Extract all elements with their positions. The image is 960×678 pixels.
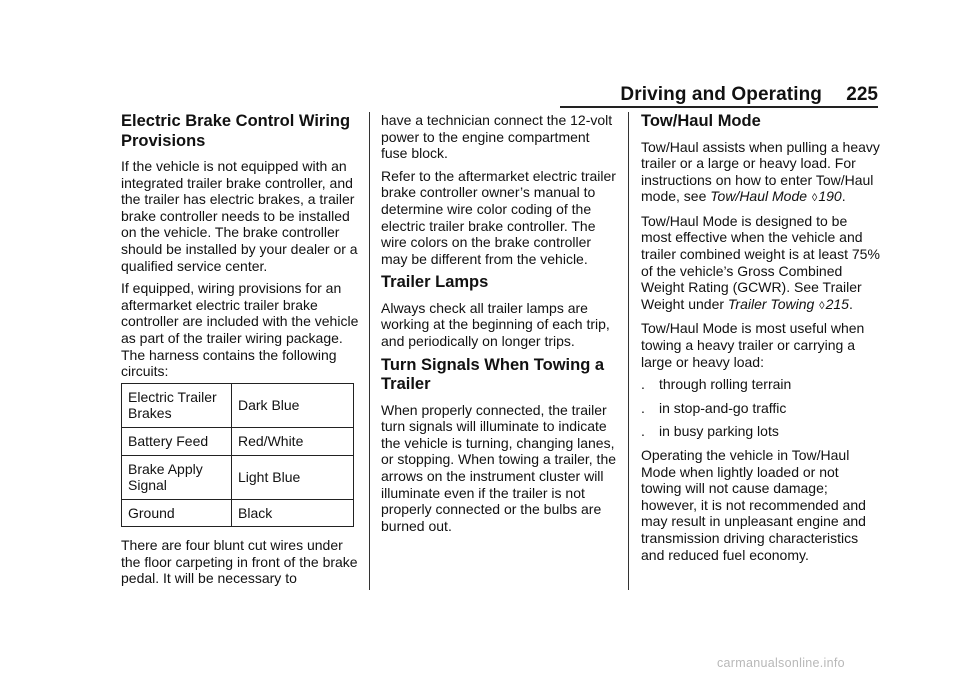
table-cell: Battery Feed	[122, 427, 232, 455]
cross-reference-link[interactable]: Trailer Towing	[727, 295, 815, 312]
heading-trailer-lamps: Trailer Lamps	[381, 273, 489, 292]
column-3	[641, 112, 881, 569]
table-row	[122, 499, 354, 527]
paragraph-text: Tow/Haul Mode is designed to be most effective when the vehicle and trailer combined weight is at least 75% of the vehicle’s Gross Combined Weight Rating (GCWR). See Trailer Weight under	[641, 212, 880, 312]
page-reference[interactable]: 190	[818, 188, 842, 205]
paragraph: If the vehicle is not equipped with an integrated trailer brake controller, and the trailer has electric brakes, a trailer brake controller needs to be installed on the vehicle. The brake controller should be installed by your dealer or a qualified service center.	[121, 158, 358, 274]
paragraph: Operating the vehicle in Tow/Haul Mode when lightly loaded or not towing will not cause damage; however, it is not recommended and may result in unpleasant engine and transmission driving characteristics and reduced fuel economy.	[641, 447, 866, 563]
heading-turn-signals: Turn Signals When Towing a Trailer	[381, 355, 605, 394]
table-row	[122, 383, 354, 427]
list-item-text: through rolling terrain	[659, 376, 792, 393]
paragraph-text: Tow/Haul assists when pulling a heavy trailer or a large or heavy load. For instructions on how to enter Tow/Haul mode, see	[641, 138, 880, 205]
table-cell: Black	[232, 499, 354, 527]
watermark: carmanualsonline.info	[717, 656, 845, 670]
table-cell: Ground	[122, 499, 232, 527]
wiring-circuits-table	[121, 383, 354, 528]
list-item-text: in stop-and-go traffic	[659, 399, 787, 416]
list-item-text: in busy parking lots	[659, 423, 779, 440]
bullet-icon: .	[641, 399, 645, 416]
paragraph: There are four blunt cut wires under the floor carpeting in front of the brake pedal. It will be necessary to	[121, 537, 358, 587]
bullet-icon: .	[641, 423, 645, 440]
paragraph: Always check all trailer lamps are working at the beginning of each trip, and periodically on longer trips.	[381, 299, 610, 350]
punctuation: .	[841, 188, 846, 205]
list-item	[641, 376, 881, 393]
page-header	[560, 80, 878, 110]
table-cell: Red/White	[232, 427, 354, 455]
cross-reference-link[interactable]: Tow/Haul Mode	[710, 188, 808, 205]
list-item	[641, 423, 881, 440]
paragraph: When properly connected, the trailer turn signals will illuminate to indicate the vehicle is turning, changing lanes, or stopping. When towing a trailer, the arrows on the instrument cluster will illuminate even if the trailer is not properly connected or the bulbs are burned out.	[381, 401, 617, 534]
table-row	[122, 455, 354, 499]
page-reference-icon: ◊	[819, 299, 825, 312]
column-divider-2	[628, 112, 629, 590]
table-cell: Brake Apply Signal	[122, 455, 232, 499]
column-2	[381, 112, 617, 540]
heading-electric-brake-wiring: Electric Brake Control Wiring Provisions	[121, 112, 351, 150]
paragraph: have a technician connect the 12-volt power to the engine compartment fuse block.	[381, 112, 613, 162]
table-cell: Electric Trailer Brakes	[122, 383, 232, 427]
table-row	[122, 427, 354, 455]
list-item	[641, 400, 881, 417]
page-reference[interactable]: 215	[825, 295, 849, 312]
paragraph: Refer to the aftermarket electric trailer brake controller owner’s manual to determine wire color coding of the electric trailer brake controller. The wire colors on the brake controller may be different from the vehicle.	[381, 167, 616, 267]
bullet-list	[641, 376, 881, 440]
paragraph	[641, 139, 881, 207]
table-cell: Light Blue	[232, 455, 354, 499]
page-reference-icon: ◊	[811, 192, 818, 205]
heading-tow-haul-mode: Tow/Haul Mode	[641, 112, 761, 130]
header-rule	[560, 106, 878, 108]
table-cell: Dark Blue	[232, 383, 354, 427]
paragraph: If equipped, wiring provisions for an aftermarket electric trailer brake controller are included with the vehicle as part of the trailer wiring package. The harness contains the following circuits:	[121, 280, 359, 380]
section-title: Driving and Operating	[620, 84, 822, 105]
paragraph	[641, 213, 881, 315]
column-1	[121, 112, 361, 593]
punctuation: .	[848, 295, 853, 312]
paragraph: Tow/Haul Mode is most useful when towing a heavy trailer or carrying a large or heavy load:	[641, 320, 865, 370]
column-divider-1	[369, 112, 370, 590]
page-number: 225	[846, 84, 878, 105]
bullet-icon: .	[641, 376, 645, 393]
